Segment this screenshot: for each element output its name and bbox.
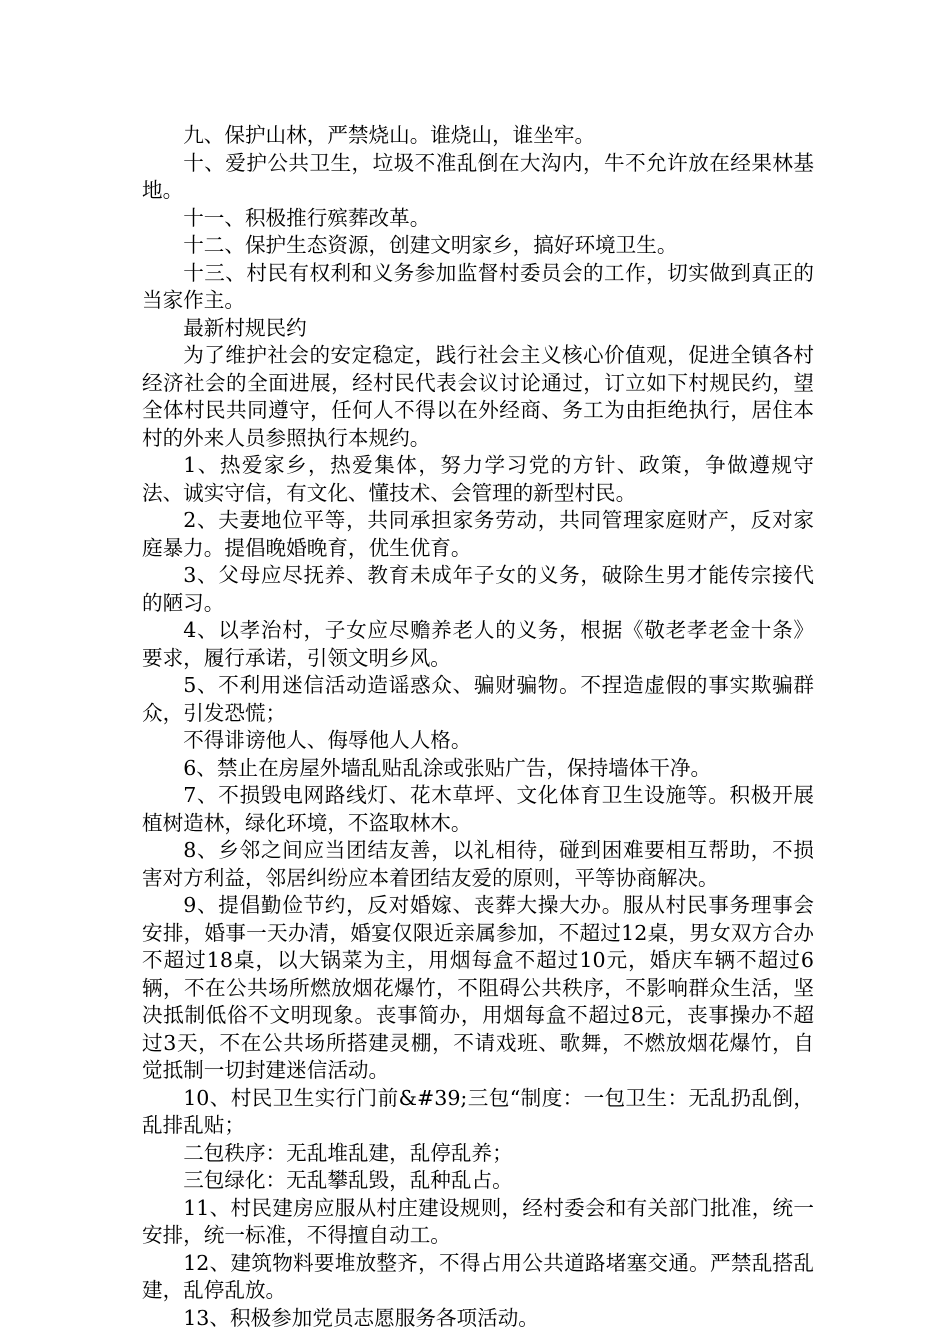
paragraph: 5、不利用迷信活动造谣惑众、骗财骗物。不捏造虚假的事实欺骗群众，引发恐慌； xyxy=(142,673,814,725)
paragraph: 二包秩序：无乱堆乱建，乱停乱养； xyxy=(183,1140,513,1165)
paragraph: 4、以孝治村，子女应尽赡养老人的义务，根据《敬老孝老金十条》要求，履行承诺，引领文明乡风。 xyxy=(142,618,814,670)
paragraph: 10、村民卫生实行门前&#39;三包“制度：一包卫生：无乱扔乱倒，乱排乱贴； xyxy=(142,1085,814,1137)
paragraph: 十三、村民有权利和义务参加监督村委员会的工作，切实做到真正的当家作主。 xyxy=(142,260,814,312)
paragraph: 11、村民建房应服从村庄建设规则，经村委会和有关部门批准，统一安排，统一标准，不得擅自动工。 xyxy=(142,1195,814,1247)
document-body xyxy=(142,122,814,1332)
paragraph: 十一、积极推行殡葬改革。 xyxy=(183,205,431,230)
paragraph: 2、夫妻地位平等，共同承担家务劳动，共同管理家庭财产，反对家庭暴力。提倡晚婚晚育，优生优育。 xyxy=(142,508,814,560)
paragraph: 三包绿化：无乱攀乱毁，乱种乱占。 xyxy=(183,1168,513,1192)
paragraph: 12、建筑物料要堆放整齐，不得占用公共道路堵塞交通。严禁乱搭乱建，乱停乱放。 xyxy=(142,1250,814,1302)
paragraph: 3、父母应尽抚养、教育未成年子女的义务，破除生男才能传宗接代的陋习。 xyxy=(142,563,814,615)
paragraph: 7、不损毁电网路线灯、花木草坪、文化体育卫生设施等。积极开展植树造林，绿化环境，不盗取林木。 xyxy=(142,783,814,835)
paragraph: 九、保护山林，严禁烧山。谁烧山，谁坐牢。 xyxy=(183,123,596,147)
paragraph: 十二、保护生态资源，创建文明家乡，搞好环境卫生。 xyxy=(183,233,678,257)
paragraph: 为了维护社会的安定稳定，践行社会主义核心价值观，促进全镇各村经济社会的全面进展，经村民代表会议讨论通过，订立如下村规民约，望全体村民共同遵守，任何人不得以在外经商、务工为由拒绝执行，居住本村的外来人员参照执行本规约。 xyxy=(142,343,814,450)
paragraph: 十、爱护公共卫生，垃圾不准乱倒在大沟内，牛不允许放在经果林基地。 xyxy=(142,150,814,202)
paragraph: 9、提倡勤俭节约，反对婚嫁、丧葬大操大办。服从村民事务理事会安排，婚事一天办清，婚宴仅限近亲属参加，不超过12桌，男女双方合办不超过18桌，以大锅菜为主，用烟每盒不超过10元，婚庆车辆不超过6辆，不在公共场所燃放烟花爆竹，不阻碍公共秩序，不影响群众生活，坚决抵制低俗不文明现象。丧事简办，用烟每盒不超过8元，丧事操办不超过3天，不在公共场所搭建灵棚，不请戏班、歌舞，不燃放烟花爆竹，自觉抵制一切封建迷信活动。 xyxy=(142,893,814,1082)
paragraph: 不得诽谤他人、侮辱他人人格。 xyxy=(183,728,472,752)
section-heading: 最新村规民约 xyxy=(183,315,307,340)
paragraph: 1、热爱家乡，热爱集体，努力学习党的方针、政策，争做遵规守法、诚实守信，有文化、懂技术、会管理的新型村民。 xyxy=(142,453,814,505)
paragraph: 13、积极参加党员志愿服务各项活动。 xyxy=(183,1305,539,1330)
paragraph: 6、禁止在房屋外墙乱贴乱涂或张贴广告，保持墙体干净。 xyxy=(183,755,712,780)
paragraph: 8、乡邻之间应当团结友善，以礼相待，碰到困难要相互帮助，不损害对方利益，邻居纠纷应本着团结友爱的原则，平等协商解决。 xyxy=(142,838,814,890)
